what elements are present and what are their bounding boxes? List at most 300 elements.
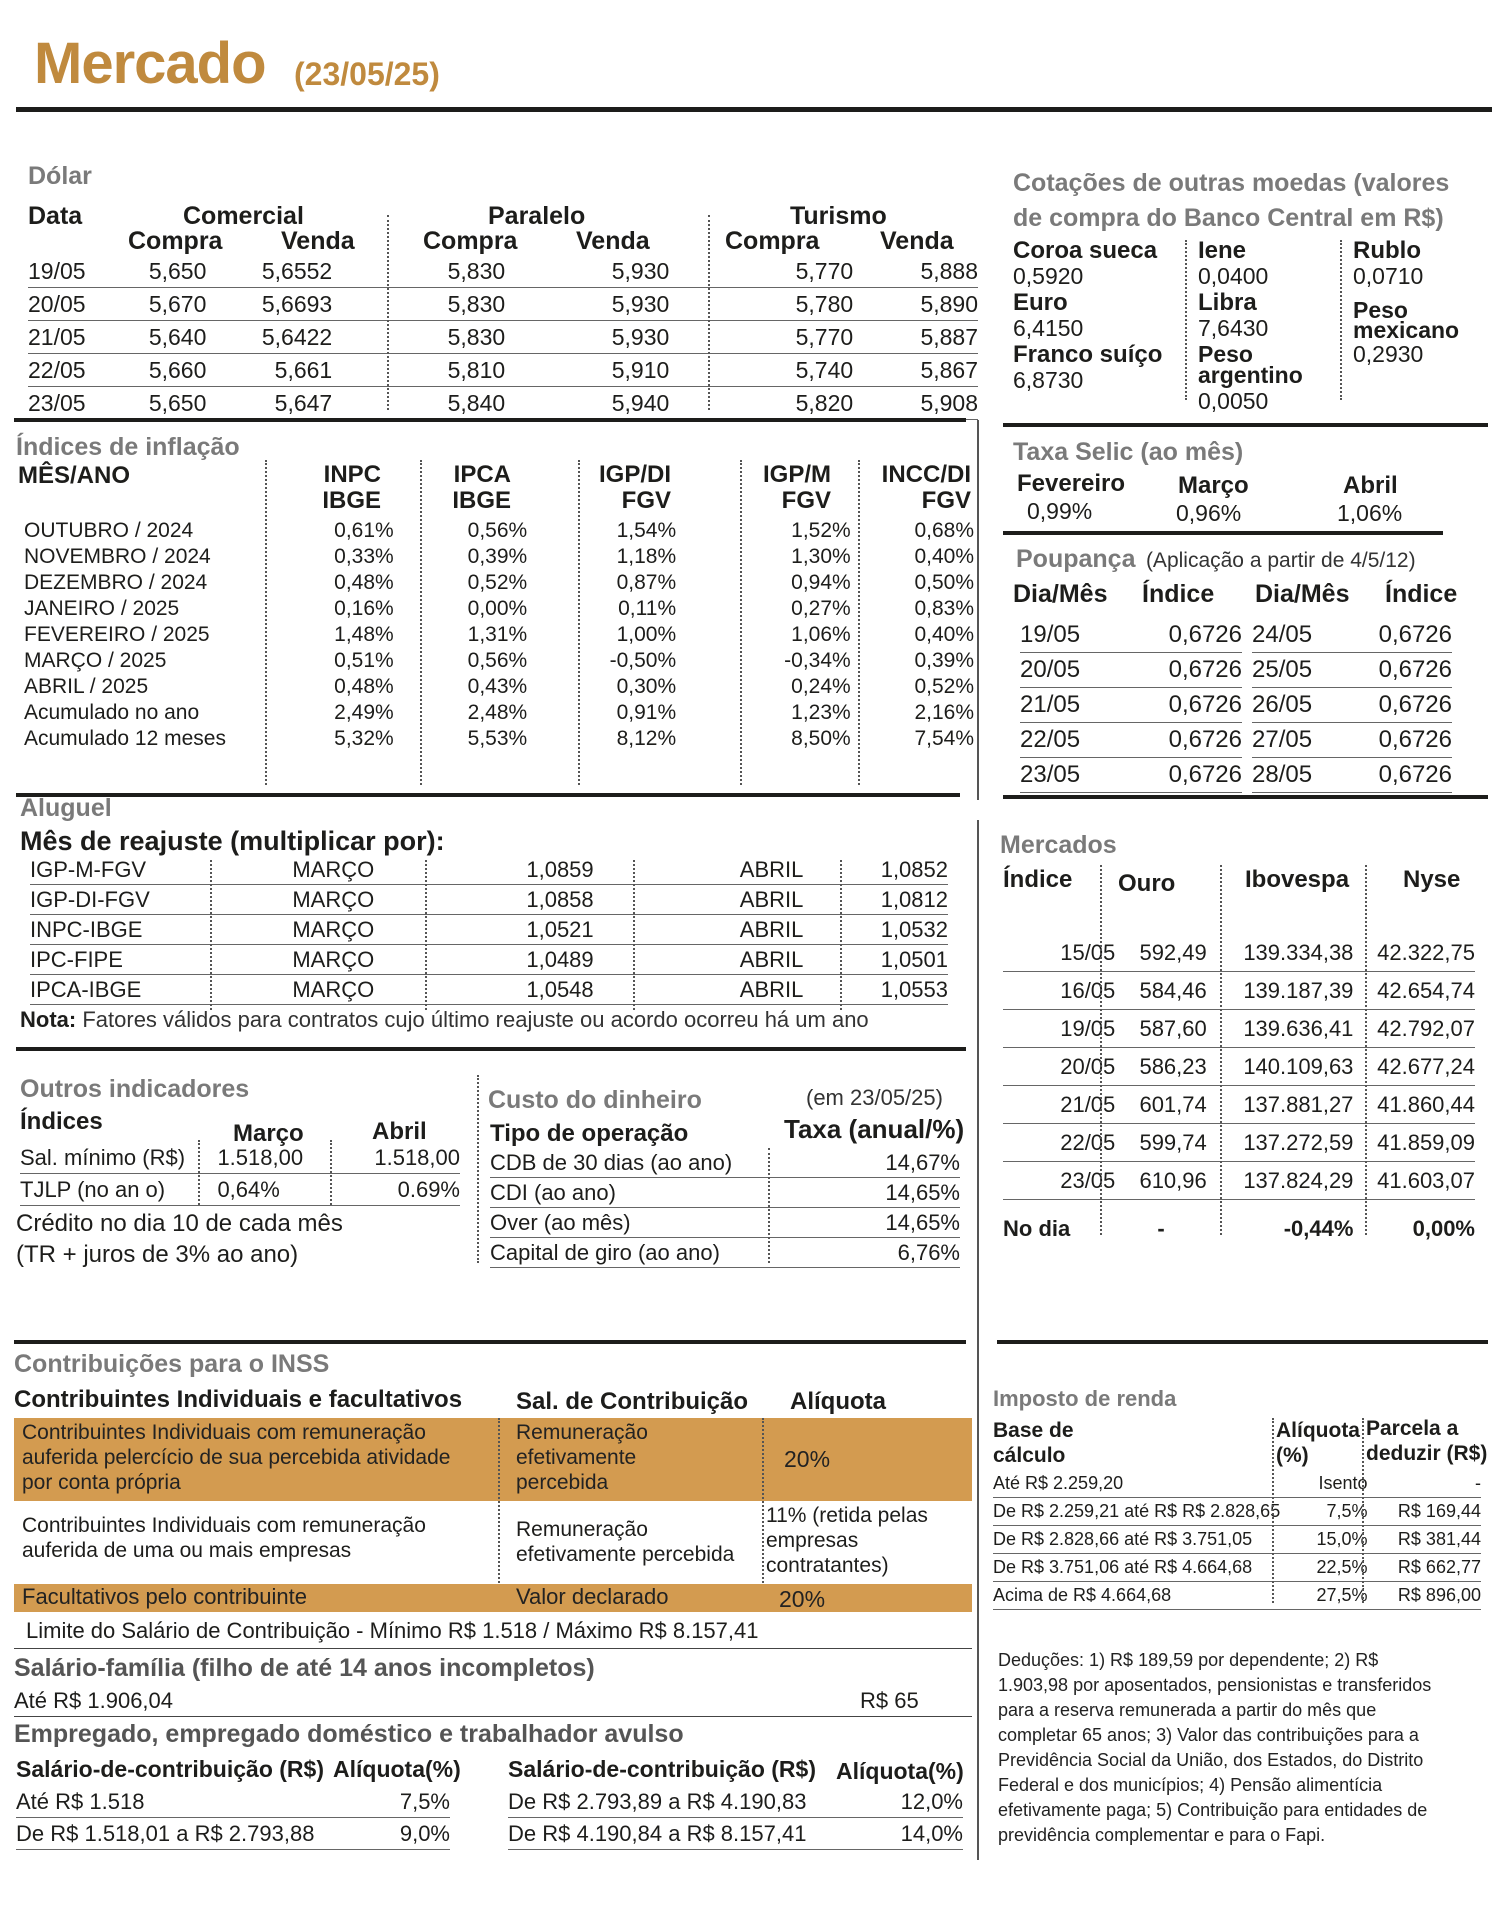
- inflacao-cell: 1,23%: [791, 701, 851, 724]
- inflacao-cell: 8,50%: [791, 727, 851, 750]
- inflacao-cell: 0,40%: [914, 545, 974, 568]
- inflacao-cell: 1,18%: [616, 545, 677, 568]
- poupanca-title: Poupança: [1016, 545, 1136, 573]
- poupanca-row: [1252, 758, 1452, 793]
- inflacao-row: [24, 726, 974, 752]
- inflacao-cell: 0,83%: [914, 597, 974, 620]
- ir-row: [993, 1470, 1481, 1498]
- aluguel-cell: ABRIL: [594, 885, 804, 915]
- dolar-cell: 23/05: [28, 387, 113, 420]
- custo-row: [490, 1238, 960, 1268]
- mercados-cell: 592,49: [1115, 934, 1206, 972]
- mercados-cell: 139.187,39: [1207, 972, 1354, 1010]
- mercados-cell: 16/05: [1003, 972, 1115, 1010]
- moedas-title: [1013, 166, 1449, 236]
- inflacao-cell: 7,54%: [914, 727, 974, 750]
- aluguel-cell: MARÇO: [258, 915, 438, 945]
- ir-col3: Parcela a deduzir (R$): [1366, 1417, 1488, 1465]
- dolar-cell: 5,6693: [206, 288, 332, 321]
- empregado-row: [508, 1786, 963, 1818]
- mercados-cell: 42.677,24: [1353, 1048, 1475, 1086]
- mercados-col-ouro: Ouro: [1118, 870, 1176, 897]
- inflacao-col-inpc: INPC IBGE: [322, 461, 381, 514]
- poupanca-cell: 27/05: [1252, 723, 1357, 758]
- inflacao-cell: 1,00%: [616, 623, 677, 646]
- outros-cell: 1.518,00: [340, 1142, 460, 1174]
- ir-table: [993, 1470, 1481, 1610]
- outros-col-abril: Abril: [372, 1118, 427, 1145]
- empregado-cell: De R$ 1.518,01 a R$ 2.793,88: [16, 1818, 336, 1850]
- dolar-group-turismo: Turismo: [790, 202, 887, 230]
- aluguel-cell: 1,0858: [438, 885, 594, 915]
- poupanca-cell: 24/05: [1252, 618, 1357, 653]
- inflacao-cell: 1,54%: [616, 519, 677, 542]
- inflacao-cell: MARÇO / 2025: [24, 649, 167, 672]
- inflacao-table: [24, 518, 974, 752]
- custo-col-taxa: Taxa (anual/%): [784, 1114, 965, 1144]
- inflacao-cell: 0,27%: [791, 597, 851, 620]
- inflacao-cell: 0,51%: [334, 649, 394, 672]
- poupanca-cell: 25/05: [1252, 653, 1357, 688]
- dolar-cell: 19/05: [28, 255, 113, 288]
- custo-cell: 14,65%: [850, 1208, 960, 1238]
- dolar-cell: 5,940: [505, 387, 669, 420]
- inflacao-section: [16, 462, 976, 792]
- outros-col-marco: Março: [233, 1120, 304, 1147]
- poupanca-row: [1252, 653, 1452, 688]
- ir-col1: Base de cálculo: [993, 1419, 1074, 1467]
- inflacao-cell: 0,24%: [791, 675, 851, 698]
- dolar-cell: 5,770: [669, 321, 853, 354]
- ir-row: [993, 1526, 1481, 1554]
- emp-col2-right: Alíquota(%): [836, 1758, 964, 1784]
- dolar-cell: 5,650: [113, 255, 206, 288]
- aluguel-cell: IPCA-IBGE: [30, 975, 258, 1005]
- mercados-no-dia-row: [1003, 1200, 1475, 1259]
- inflacao-col-incc: INCC/DI FGV: [881, 461, 971, 514]
- inflacao-cell: 0,52%: [914, 675, 974, 698]
- inflacao-cell: DEZEMBRO / 2024: [24, 571, 208, 594]
- dolar-cell: 5,888: [853, 255, 978, 288]
- poupanca-cell: 0,6726: [1132, 618, 1242, 653]
- aluguel-cell: ABRIL: [594, 975, 804, 1005]
- mercados-cell: 587,60: [1115, 1010, 1206, 1048]
- inflacao-cell: 1,31%: [467, 623, 528, 646]
- ir-cell: Isento: [1280, 1470, 1367, 1498]
- mercados-cell: 41.860,44: [1353, 1086, 1475, 1124]
- inflacao-cell: 0,68%: [914, 519, 974, 542]
- inflacao-row: [24, 596, 974, 622]
- inflacao-col-igpm: IGP/M FGV: [762, 461, 831, 514]
- inflacao-cell: 0,56%: [467, 649, 528, 672]
- dolar-compra-3: Compra: [725, 227, 820, 255]
- moedas-grid: [1013, 238, 1483, 418]
- poupanca-cell: 0,6726: [1357, 688, 1452, 723]
- mercados-col-indice: Índice: [1003, 866, 1073, 893]
- inflacao-cell: 8,12%: [616, 727, 677, 750]
- inflacao-cell: 1,52%: [791, 519, 851, 542]
- dolar-cell: 5,6422: [206, 321, 332, 354]
- dolar-row: [28, 321, 978, 354]
- outros-cell: Sal. mínimo (R$): [20, 1142, 195, 1174]
- poupanca-col-dia-2: Dia/Mês: [1255, 580, 1350, 608]
- inflacao-cell: 0,39%: [914, 649, 974, 672]
- mercados-cell: 137.881,27: [1207, 1086, 1354, 1124]
- inflacao-cell: 0,48%: [334, 571, 394, 594]
- outros-table: [20, 1142, 460, 1206]
- poupanca-cell: 26/05: [1252, 688, 1357, 723]
- dolar-cell: 5,887: [853, 321, 978, 354]
- mercados-cell: 42.792,07: [1353, 1010, 1475, 1048]
- poupanca-cell: 0,6726: [1132, 723, 1242, 758]
- ir-cell: 15,0%: [1280, 1526, 1367, 1554]
- mercados-row: [1003, 972, 1475, 1010]
- dolar-compra-2: Compra: [423, 227, 518, 255]
- aluguel-cell: IPC-FIPE: [30, 945, 258, 975]
- aluguel-cell: ABRIL: [594, 915, 804, 945]
- emp-col1-right: Salário-de-contribuição (R$): [508, 1756, 816, 1782]
- mercados-cell: 42.654,74: [1353, 972, 1475, 1010]
- mercados-row: [1003, 1086, 1475, 1124]
- inflacao-cell: 1,30%: [791, 545, 851, 568]
- custo-row: [490, 1178, 960, 1208]
- inflacao-title: Índices de inflação: [16, 433, 240, 461]
- mercados-cell: 15/05: [1003, 934, 1115, 972]
- dolar-venda-3: Venda: [880, 227, 954, 255]
- poupanca-cell: 21/05: [1020, 688, 1132, 723]
- inflacao-cell: 2,49%: [334, 701, 394, 724]
- familia-title: Salário-família (filho de até 14 anos incompletos): [14, 1654, 595, 1682]
- empregado-row: [508, 1818, 963, 1850]
- dolar-cell: 5,6552: [206, 255, 332, 288]
- inss-col3: Alíquota: [790, 1388, 886, 1415]
- ir-cell: R$ 662,77: [1368, 1554, 1481, 1582]
- selic-title: Taxa Selic (ao mês): [1013, 438, 1244, 466]
- custo-cell: Capital de giro (ao ano): [490, 1238, 850, 1268]
- poupanca-row: [1020, 688, 1242, 723]
- poupanca-row: [1252, 723, 1452, 758]
- inss-row-facultativos: Facultativos pelo contribuinte Valor declarado 20%: [14, 1584, 972, 1612]
- dolar-cell: 5,640: [113, 321, 206, 354]
- inss-row-conta-propria: Contribuintes Individuais com remuneração auferida pelercício de sua percebida atividade por conta própria Remuneração efetivamente percebida 20%: [14, 1418, 972, 1501]
- aluguel-nota: Nota: Fatores válidos para contratos cujo último reajuste ou acordo ocorreu há um ano: [20, 1007, 869, 1032]
- inflacao-cell: 0,61%: [334, 519, 394, 542]
- custo-cell: 14,67%: [850, 1148, 960, 1178]
- inss-col2: Sal. de Contribuição: [516, 1388, 749, 1415]
- mercados-no-dia-cell: -0,44%: [1283, 1216, 1354, 1241]
- custo-title: Custo do dinheiro: [488, 1086, 702, 1114]
- mercados-cell: 139.636,41: [1207, 1010, 1354, 1048]
- inflacao-cell: Acumulado 12 meses: [24, 727, 226, 750]
- outros-row: [20, 1142, 460, 1174]
- inflacao-cell: 0,00%: [467, 597, 528, 620]
- mercados-cell: 19/05: [1003, 1010, 1115, 1048]
- mercados-cell: 139.334,38: [1207, 934, 1354, 972]
- empregado-cell: 14,0%: [838, 1818, 963, 1850]
- poupanca-col-indice-2: Índice: [1385, 580, 1458, 608]
- ir-cell: R$ 381,44: [1368, 1526, 1481, 1554]
- aluguel-cell: 1,0859: [438, 855, 594, 885]
- inflacao-cell: 0,40%: [914, 623, 974, 646]
- inflacao-col-mes: MÊS/ANO: [18, 462, 131, 489]
- mercados-cell: 586,23: [1115, 1048, 1206, 1086]
- ir-cell: De R$ 2.828,66 até R$ 3.751,05: [993, 1526, 1280, 1554]
- dolar-cell: 5,830: [332, 321, 505, 354]
- familia-value: R$ 65: [860, 1688, 919, 1713]
- custo-row: [490, 1208, 960, 1238]
- inflacao-cell: 1,06%: [791, 623, 851, 646]
- inflacao-cell: JANEIRO / 2025: [24, 597, 180, 620]
- mercados-col-ibovespa: Ibovespa: [1245, 866, 1350, 893]
- inflacao-cell: 0,56%: [467, 519, 528, 542]
- selic-fevereiro: Fevereiro 0,99%: [1017, 470, 1126, 524]
- selic-marco: Março 0,96%: [1176, 472, 1249, 526]
- page-date: (23/05/25): [294, 56, 440, 92]
- empregado-table-right: [508, 1786, 963, 1850]
- inss-row-empresas: Contribuintes Individuais com remuneração auferida de uma ou mais empresas Remuneração efetivamente percebida 11% (retida pelas empresas contratantes): [22, 1504, 928, 1577]
- outros-col-indices: Índices: [20, 1108, 103, 1135]
- aluguel-cell: IGP-DI-FGV: [30, 885, 258, 915]
- ir-cell: 22,5%: [1280, 1554, 1367, 1582]
- dolar-cell: 5,650: [113, 387, 206, 420]
- poupanca-table-left: [1020, 618, 1242, 793]
- ir-cell: De R$ 2.259,21 até R$ R$ 2.828,65: [993, 1498, 1280, 1526]
- aluguel-cell: 1,0852: [803, 855, 948, 885]
- outros-cell: 0.69%: [340, 1174, 460, 1206]
- poupanca-table-right: [1252, 618, 1452, 793]
- dolar-compra-1: Compra: [128, 227, 223, 255]
- inflacao-cell: 0,39%: [467, 545, 528, 568]
- inflacao-cell: 0,43%: [467, 675, 528, 698]
- mercados-cell: 137.824,29: [1207, 1162, 1354, 1200]
- mercados-cell: 42.322,75: [1353, 934, 1475, 972]
- dolar-cell: 5,908: [853, 387, 978, 420]
- inflacao-cell: 0,52%: [467, 571, 528, 594]
- custo-table: [490, 1148, 960, 1268]
- mercados-no-dia-cell: No dia: [1003, 1216, 1071, 1241]
- aluguel-cell: 1,0501: [803, 945, 948, 975]
- aluguel-cell: 1,0548: [438, 975, 594, 1005]
- aluguel-cell: MARÇO: [258, 945, 438, 975]
- dolar-title: Dólar: [28, 162, 92, 190]
- aluguel-cell: 1,0489: [438, 945, 594, 975]
- inflacao-cell: ABRIL / 2025: [24, 675, 149, 698]
- mercados-cell: 21/05: [1003, 1086, 1115, 1124]
- dolar-cell: 5,930: [505, 321, 669, 354]
- mercados-row: [1003, 934, 1475, 972]
- inflacao-row: [24, 674, 974, 700]
- empregado-table-left: [16, 1786, 450, 1850]
- moeda-coroa-sueca: Coroa sueca 0,5920: [1013, 237, 1158, 289]
- aluguel-title: Aluguel: [20, 794, 112, 822]
- dolar-cell: 5,770: [669, 255, 853, 288]
- empregado-row: [16, 1786, 450, 1818]
- inflacao-row: [24, 518, 974, 544]
- inflacao-cell: NOVEMBRO / 2024: [24, 545, 211, 568]
- outros-title: Outros indicadores: [20, 1075, 250, 1103]
- poupanca-row: [1252, 618, 1452, 653]
- inflacao-row: [24, 648, 974, 674]
- mercados-row: [1003, 1124, 1475, 1162]
- inflacao-cell: -0,50%: [609, 649, 677, 672]
- moeda-franco-suico: Franco suíço 6,8730: [1013, 341, 1163, 393]
- mercados-cell: 599,74: [1115, 1124, 1206, 1162]
- dolar-cell: 5,660: [113, 354, 206, 387]
- moeda-iene: Iene 0,0400: [1198, 237, 1269, 289]
- aluguel-row: [30, 945, 948, 975]
- inflacao-cell: 0,33%: [334, 545, 394, 568]
- inflacao-cell: 1,48%: [334, 623, 394, 646]
- ir-row: [993, 1582, 1481, 1610]
- mercados-cell: 23/05: [1003, 1162, 1115, 1200]
- header-divider: [16, 107, 1492, 112]
- poupanca-row: [1020, 723, 1242, 758]
- empregado-title: Empregado, empregado doméstico e trabalhador avulso: [14, 1720, 684, 1748]
- inflacao-cell: 0,16%: [334, 597, 394, 620]
- dolar-cell: 5,820: [669, 387, 853, 420]
- aluguel-cell: MARÇO: [258, 885, 438, 915]
- moedas-title-line2: de compra do Banco Central em R$): [1013, 204, 1444, 232]
- mercados-cell: 22/05: [1003, 1124, 1115, 1162]
- dolar-cell: 5,890: [853, 288, 978, 321]
- inflacao-cell: FEVEREIRO / 2025: [24, 623, 210, 646]
- mercados-cell: 41.603,07: [1353, 1162, 1475, 1200]
- dolar-row: [28, 288, 978, 321]
- aluguel-cell: 1,0812: [803, 885, 948, 915]
- inflacao-cell: 0,94%: [791, 571, 851, 594]
- custo-cell: CDI (ao ano): [490, 1178, 850, 1208]
- poupanca-cell: 0,6726: [1357, 723, 1452, 758]
- inflacao-cell: 5,32%: [334, 727, 394, 750]
- selic-section: [1013, 470, 1463, 530]
- inss-title: Contribuições para o INSS: [14, 1350, 330, 1378]
- mercados-title: Mercados: [1000, 831, 1117, 859]
- inflacao-cell: -0,34%: [784, 649, 851, 672]
- dolar-group-paralelo: Paralelo: [488, 202, 586, 230]
- mercados-no-dia-cell: 0,00%: [1412, 1216, 1475, 1241]
- mercados-table: [1003, 934, 1475, 1258]
- poupanca-cell: 0,6726: [1357, 758, 1452, 793]
- ir-row: [993, 1554, 1481, 1582]
- dolar-cell: 22/05: [28, 354, 113, 387]
- empregado-cell: De R$ 4.190,84 a R$ 8.157,41: [508, 1818, 838, 1850]
- ir-row: [993, 1498, 1481, 1526]
- poupanca-cell: 22/05: [1020, 723, 1132, 758]
- dolar-col-data: Data: [28, 202, 83, 230]
- ir-cell: -: [1368, 1470, 1481, 1498]
- inflacao-cell: 2,16%: [914, 701, 974, 724]
- moedas-title-line1: Cotações de outras moedas (valores: [1013, 169, 1450, 197]
- inflacao-cell: 0,11%: [618, 597, 677, 620]
- dolar-row: [28, 255, 978, 288]
- mercados-cell: 41.859,09: [1353, 1124, 1475, 1162]
- dolar-cell: 5,930: [505, 288, 669, 321]
- ir-cell: 27,5%: [1280, 1582, 1367, 1610]
- poupanca-col-dia-1: Dia/Mês: [1013, 580, 1108, 608]
- outros-row: [20, 1174, 460, 1206]
- moeda-euro: Euro 6,4150: [1013, 289, 1084, 341]
- custo-cell: 14,65%: [850, 1178, 960, 1208]
- mercados-cell: 610,96: [1115, 1162, 1206, 1200]
- aluguel-table: [30, 855, 948, 1005]
- custo-date: (em 23/05/25): [806, 1085, 943, 1110]
- poupanca-cell: 0,6726: [1132, 688, 1242, 723]
- empregado-cell: Até R$ 1.518: [16, 1786, 336, 1818]
- dolar-section: [28, 200, 978, 415]
- dolar-cell: 21/05: [28, 321, 113, 354]
- page-title: Mercado: [34, 31, 266, 96]
- aluguel-cell: IGP-M-FGV: [30, 855, 258, 885]
- inflacao-cell: 0,30%: [616, 675, 677, 698]
- dolar-group-comercial: Comercial: [183, 202, 304, 230]
- aluguel-cell: 1,0521: [438, 915, 594, 945]
- dolar-cell: 5,930: [505, 255, 669, 288]
- ir-cell: R$ 896,00: [1368, 1582, 1481, 1610]
- aluguel-subtitle: Mês de reajuste (multiplicar por):: [20, 826, 445, 856]
- mercados-col-nyse: Nyse: [1403, 866, 1461, 893]
- aluguel-cell: 1,0532: [803, 915, 948, 945]
- poupanca-cell: 28/05: [1252, 758, 1357, 793]
- inflacao-row: [24, 570, 974, 596]
- poupanca-cell: 0,6726: [1357, 618, 1452, 653]
- dolar-table: [28, 255, 978, 420]
- inflacao-col-ipca: IPCA IBGE: [452, 461, 511, 514]
- inflacao-cell: Acumulado no ano: [24, 701, 200, 724]
- empregado-cell: 7,5%: [336, 1786, 450, 1818]
- emp-col1-left: Salário-de-contribuição (R$): [16, 1756, 324, 1782]
- aluguel-cell: 1,0553: [803, 975, 948, 1005]
- selic-abril: Abril 1,06%: [1337, 472, 1403, 526]
- dolar-cell: 5,670: [113, 288, 206, 321]
- empregado-cell: 12,0%: [838, 1786, 963, 1818]
- inflacao-cell: 0,87%: [616, 571, 677, 594]
- aluguel-row: [30, 915, 948, 945]
- inflacao-col-igpdi: IGP/DI FGV: [598, 461, 671, 514]
- inflacao-cell: OUTUBRO / 2024: [24, 519, 194, 542]
- mercados-cell: 601,74: [1115, 1086, 1206, 1124]
- moeda-libra: Libra 7,6430: [1198, 289, 1269, 341]
- dolar-cell: 5,830: [332, 288, 505, 321]
- poupanca-row: [1020, 653, 1242, 688]
- inflacao-cell: 0,48%: [334, 675, 394, 698]
- custo-row: [490, 1148, 960, 1178]
- ir-cell: De R$ 3.751,06 até R$ 4.664,68: [993, 1554, 1280, 1582]
- dolar-venda-2: Venda: [576, 227, 650, 255]
- custo-cell: 6,76%: [850, 1238, 960, 1268]
- aluguel-row: [30, 855, 948, 885]
- moeda-peso-mexicano: Peso mexicano 0,2930: [1353, 297, 1460, 367]
- inflacao-cell: 5,53%: [467, 727, 528, 750]
- poupanca-cell: 23/05: [1020, 758, 1132, 793]
- familia-label: Até R$ 1.906,04: [14, 1688, 174, 1713]
- ir-cell: Acima de R$ 4.664,68: [993, 1582, 1280, 1610]
- outros-cell: 0,64%: [195, 1174, 340, 1206]
- poupanca-cell: 0,6726: [1132, 758, 1242, 793]
- aluguel-cell: ABRIL: [594, 945, 804, 975]
- dolar-cell: 20/05: [28, 288, 113, 321]
- ir-title: Imposto de renda: [993, 1386, 1177, 1411]
- aluguel-cell: MARÇO: [258, 975, 438, 1005]
- poupanca-cell: 19/05: [1020, 618, 1132, 653]
- dolar-cell: 5,740: [669, 354, 853, 387]
- poupanca-cell: 20/05: [1020, 653, 1132, 688]
- outros-cell: 1.518,00: [195, 1142, 340, 1174]
- inflacao-cell: 0,91%: [616, 701, 677, 724]
- poupanca-cell: 0,6726: [1132, 653, 1242, 688]
- inflacao-cell: 2,48%: [467, 701, 528, 724]
- poupanca-row: [1020, 758, 1242, 793]
- dolar-cell: 5,867: [853, 354, 978, 387]
